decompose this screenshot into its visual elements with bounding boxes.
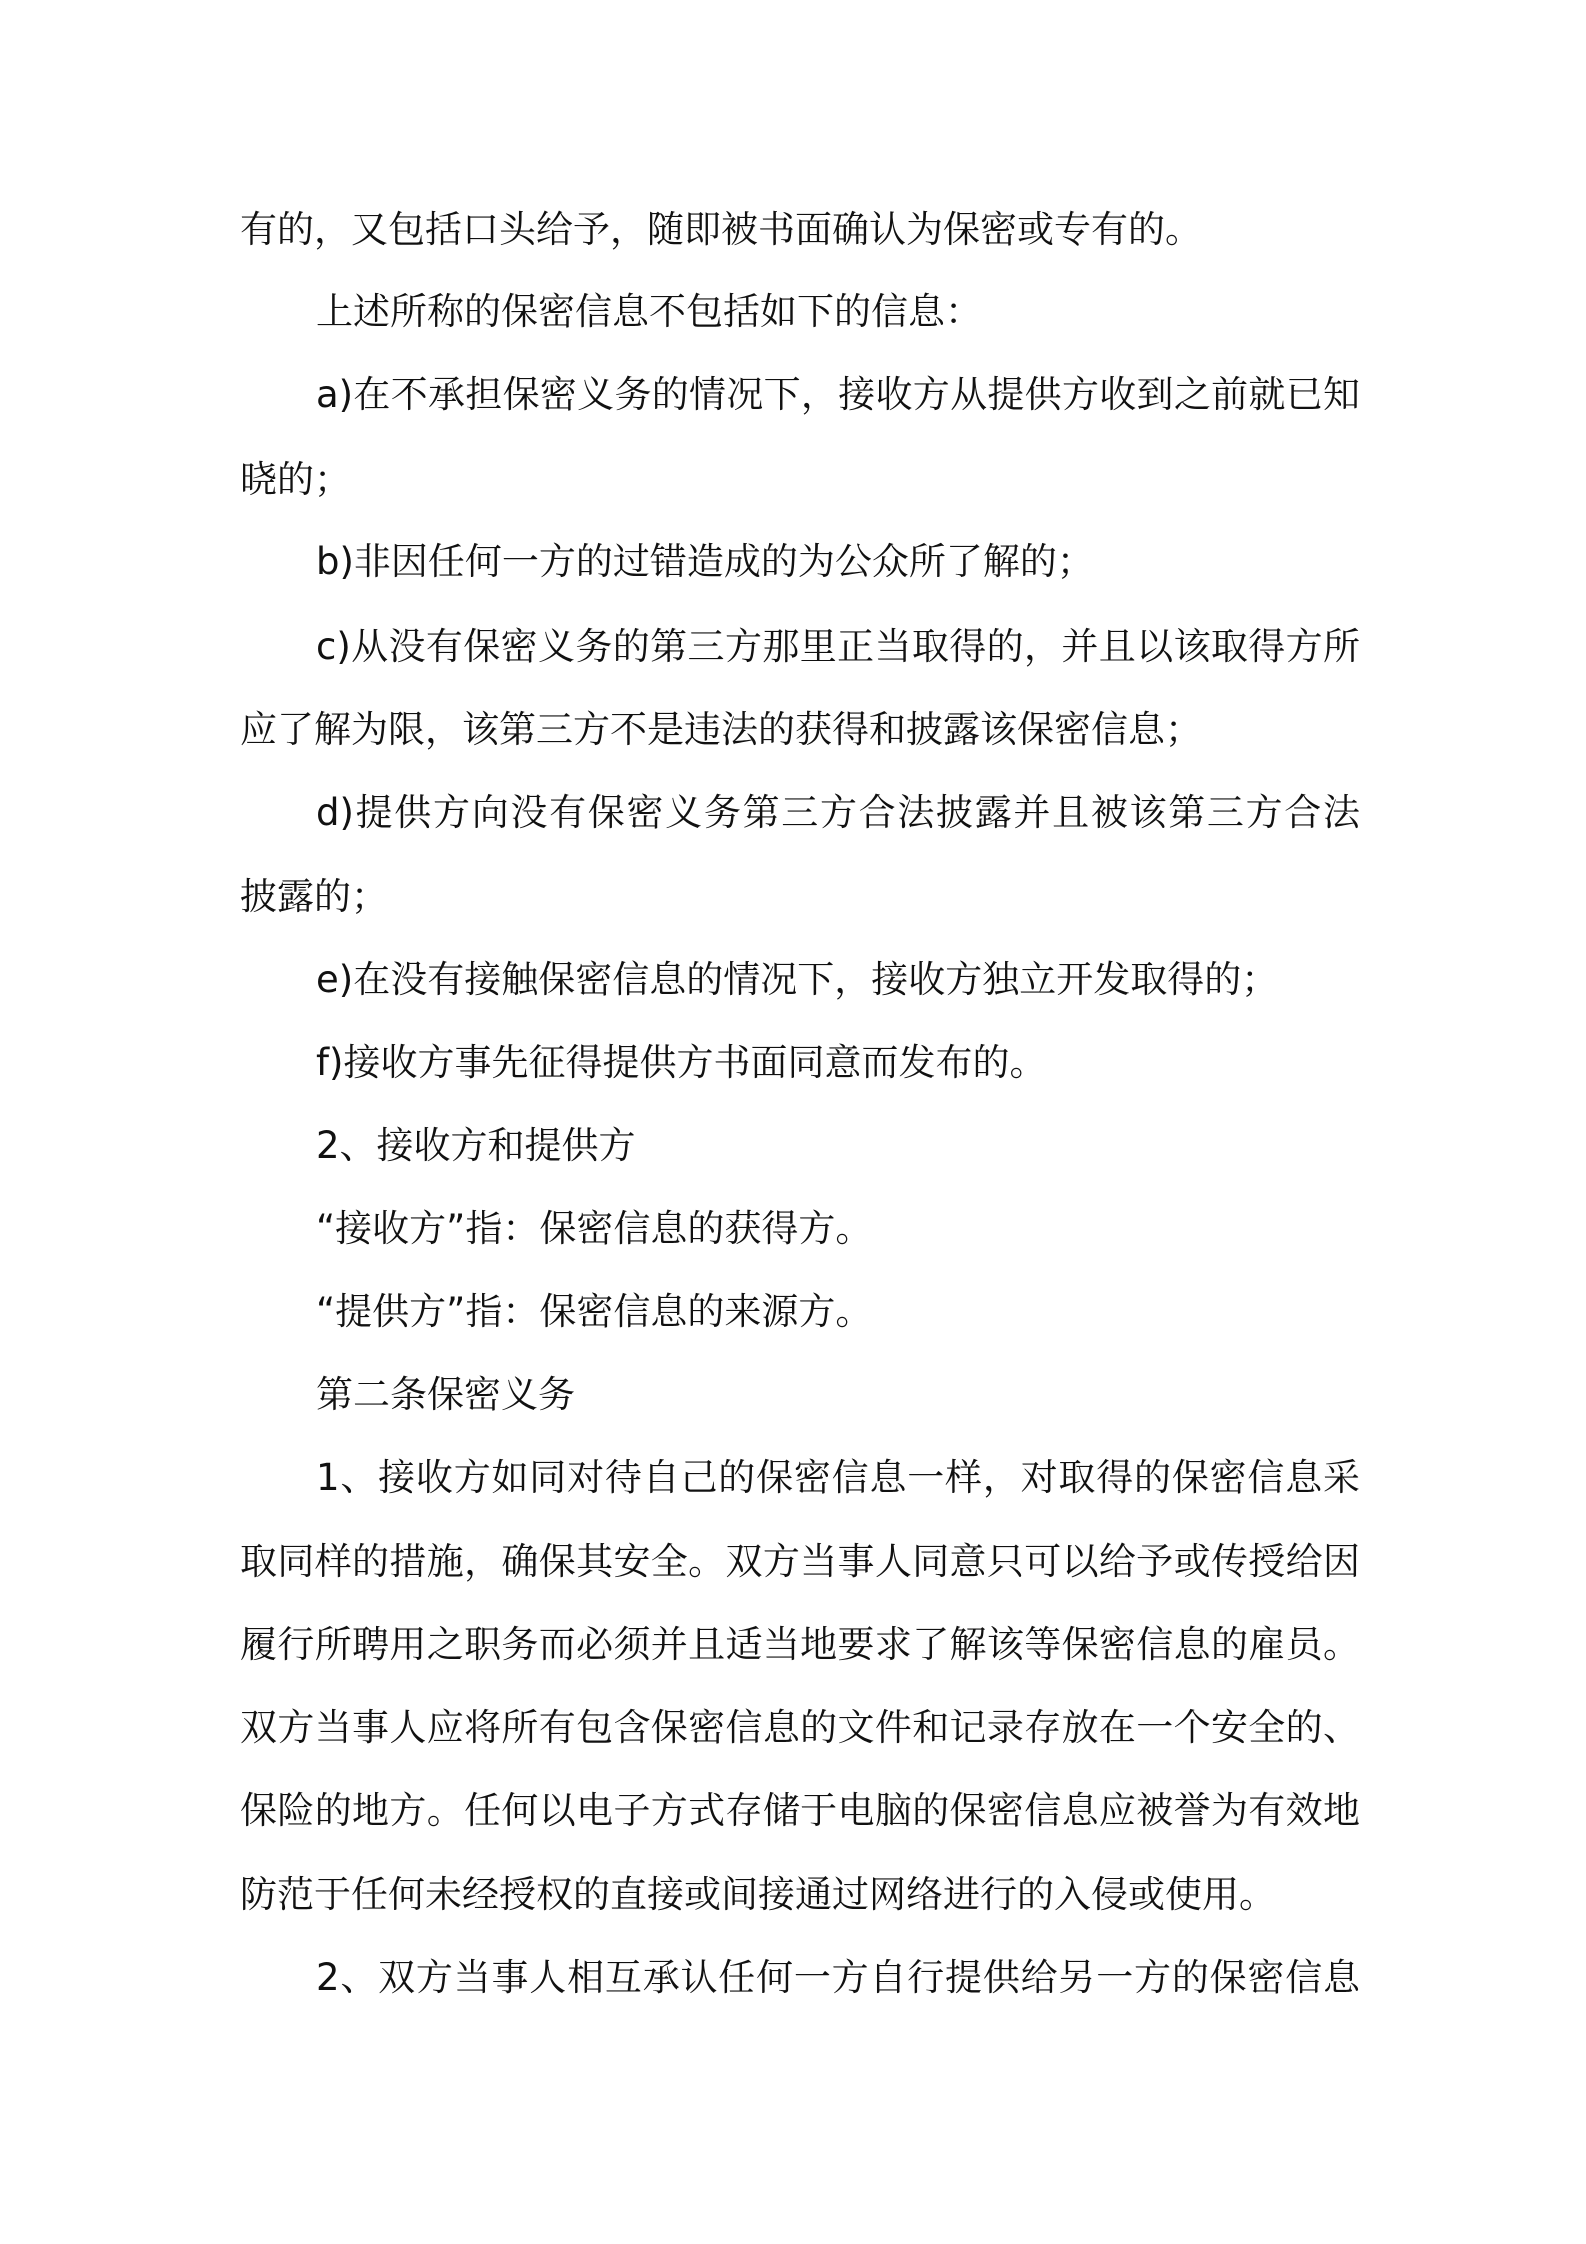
paragraph-line: a)在不承担保密义务的情况下，接收方从提供方收到之前就已知 [316, 373, 1360, 416]
paragraph-line: 披露的； [240, 875, 388, 918]
paragraph-line: 取同样的措施，确保其安全。双方当事人同意只可以给予或传授给因 [240, 1540, 1360, 1583]
paragraph-line: c)从没有保密义务的第三方那里正当取得的，并且以该取得方所 [316, 625, 1360, 668]
paragraph-line: 防范于任何未经授权的直接或间接通过网络进行的入侵或使用。 [240, 1873, 1276, 1916]
paragraph-line: 有的，又包括口头给予，随即被书面确认为保密或专有的。 [240, 208, 1202, 251]
paragraph-line: 上述所称的保密信息不包括如下的信息： [316, 290, 982, 333]
paragraph-line: 1、接收方如同对待自己的保密信息一样，对取得的保密信息采 [316, 1456, 1360, 1499]
paragraph-line: 履行所聘用之职务而必须并且适当地要求了解该等保密信息的雇员。 [240, 1623, 1360, 1666]
paragraph-line: f)接收方事先征得提供方书面同意而发布的。 [316, 1041, 1047, 1084]
paragraph-line: 晓的； [240, 458, 351, 501]
definition-line: “接收方”指：保密信息的获得方。 [316, 1207, 873, 1250]
paragraph-line: d)提供方向没有保密义务第三方合法披露并且被该第三方合法 [316, 791, 1360, 834]
section-heading: 2、接收方和提供方 [316, 1124, 636, 1167]
paragraph-line: 2、双方当事人相互承认任何一方自行提供给另一方的保密信息 [316, 1956, 1360, 1999]
paragraph-line: 应了解为限，该第三方不是违法的获得和披露该保密信息； [240, 708, 1202, 751]
paragraph-line: 双方当事人应将所有包含保密信息的文件和记录存放在一个安全的、 [240, 1706, 1360, 1749]
paragraph-line: b)非因任何一方的过错造成的为公众所了解的； [316, 540, 1094, 583]
paragraph-line: e)在没有接触保密信息的情况下，接收方独立开发取得的； [316, 958, 1279, 1001]
paragraph-line: 保险的地方。任何以电子方式存储于电脑的保密信息应被誉为有效地 [240, 1789, 1360, 1832]
definition-line: “提供方”指：保密信息的来源方。 [316, 1290, 873, 1333]
article-heading: 第二条保密义务 [316, 1373, 575, 1416]
